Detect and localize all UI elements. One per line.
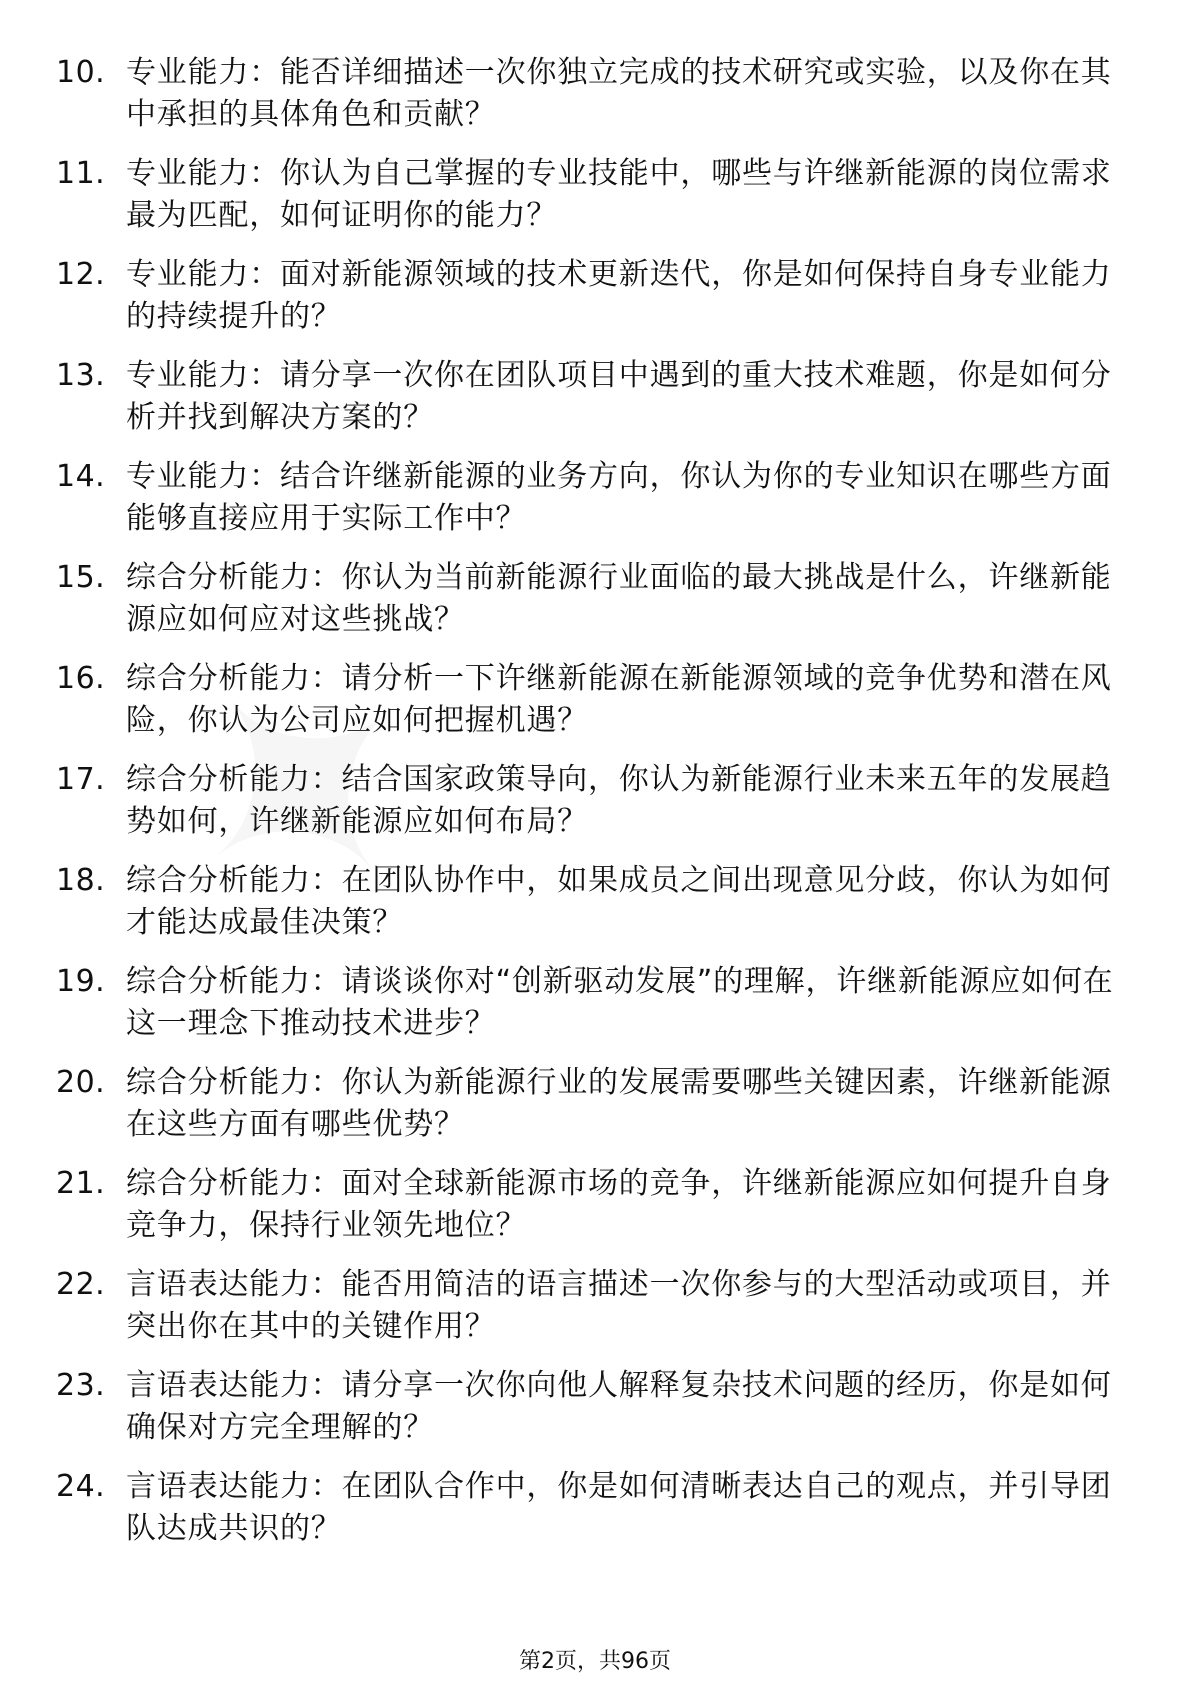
question-item [56,961,1116,1062]
question-list [56,52,1116,1567]
question-number: 11. [56,156,106,191]
question-number: 12. [56,257,106,292]
question-text: 综合分析能力：请分析一下许继新能源在新能源领域的竞争优势和潜在风险，你认为公司应如何把握机遇？ [126,661,1112,738]
question-item [56,1163,1116,1264]
question-number: 16. [56,661,106,696]
question-item [56,1264,1116,1365]
question-text: 言语表达能力：能否用简洁的语言描述一次你参与的大型活动或项目，并突出你在其中的关键作用？ [126,1267,1112,1344]
question-number: 18. [56,863,106,898]
question-number: 21. [56,1166,106,1201]
question-text: 专业能力：面对新能源领域的技术更新迭代，你是如何保持自身专业能力的持续提升的？ [126,257,1112,334]
question-number: 15. [56,560,106,595]
question-text: 言语表达能力：在团队合作中，你是如何清晰表达自己的观点，并引导团队达成共识的？ [126,1469,1112,1546]
question-item [56,658,1116,759]
question-item [56,1466,1116,1567]
question-item [56,860,1116,961]
question-item [56,1365,1116,1466]
question-text: 综合分析能力：请谈谈你对“创新驱动发展”的理解，许继新能源应如何在这一理念下推动技术进步？ [126,964,1114,1041]
page-number-label: 第2页，共96页 [519,1649,671,1674]
question-text: 综合分析能力：你认为新能源行业的发展需要哪些关键因素，许继新能源在这些方面有哪些优势？ [126,1065,1112,1142]
question-item [56,153,1116,254]
question-number: 13. [56,358,106,393]
question-item [56,759,1116,860]
question-text: 专业能力：请分享一次你在团队项目中遇到的重大技术难题，你是如何分析并找到解决方案的？ [126,358,1112,435]
question-number: 19. [56,964,106,999]
question-text: 专业能力：能否详细描述一次你独立完成的技术研究或实验，以及你在其中承担的具体角色和贡献？ [126,55,1112,132]
question-number: 20. [56,1065,106,1100]
page-footer [0,1647,1190,1677]
question-number: 22. [56,1267,106,1302]
question-number: 23. [56,1368,106,1403]
question-item [56,557,1116,658]
question-text: 综合分析能力：你认为当前新能源行业面临的最大挑战是什么，许继新能源应如何应对这些挑战？ [126,560,1112,637]
question-item [56,456,1116,557]
question-text: 专业能力：你认为自己掌握的专业技能中，哪些与许继新能源的岗位需求最为匹配，如何证明你的能力？ [126,156,1112,233]
question-text: 综合分析能力：结合国家政策导向，你认为新能源行业未来五年的发展趋势如何，许继新能源应如何布局？ [126,762,1112,839]
question-text: 综合分析能力：在团队协作中，如果成员之间出现意见分歧，你认为如何才能达成最佳决策？ [126,863,1112,940]
question-text: 专业能力：结合许继新能源的业务方向，你认为你的专业知识在哪些方面能够直接应用于实际工作中？ [126,459,1112,536]
question-number: 17. [56,762,106,797]
question-item [56,254,1116,355]
question-number: 24. [56,1469,106,1504]
question-text: 综合分析能力：面对全球新能源市场的竞争，许继新能源应如何提升自身竞争力，保持行业领先地位？ [126,1166,1112,1243]
question-item [56,52,1116,153]
question-item [56,355,1116,456]
question-number: 14. [56,459,106,494]
question-text: 言语表达能力：请分享一次你向他人解释复杂技术问题的经历，你是如何确保对方完全理解的？ [126,1368,1112,1445]
question-item [56,1062,1116,1163]
question-number: 10. [56,55,106,90]
